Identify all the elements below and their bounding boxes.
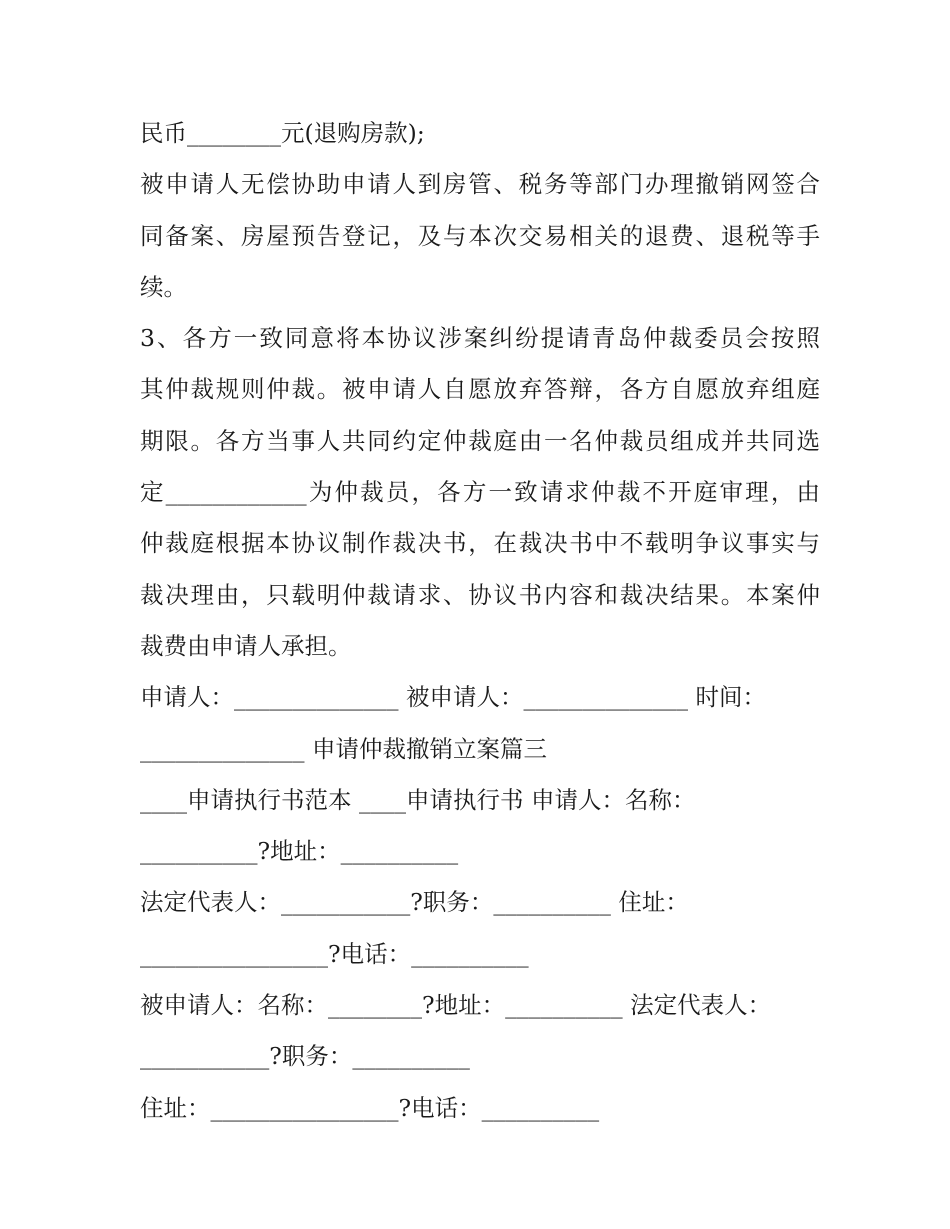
text-line: 民币________元(退购房款); [140, 119, 425, 147]
text-line: 同备案、房屋预告登记，及与本次交易相关的退费、退税等手 [140, 221, 820, 250]
form-line: ________________?电话：__________ [140, 939, 529, 968]
form-line: 住址：________________?电话：__________ [140, 1093, 600, 1122]
text-line: 续。 [140, 272, 187, 301]
text-line: 仲裁庭根据本协议制作裁决书，在裁决书中不载明争议事实与 [140, 529, 820, 558]
text-line: 被申请人无偿协助申请人到房管、税务等部门办理撤销网签合 [140, 170, 820, 199]
text-line: 期限。各方当事人共同约定仲裁庭由一名仲裁员组成并共同选 [140, 426, 820, 455]
text-line: 3、各方一致同意将本协议涉案纠纷提请青岛仲裁委员会按照 [140, 324, 820, 353]
text-line: 裁费由申请人承担。 [140, 631, 352, 660]
section-heading-line: ______________ 申请仲裁撤销立案篇三 [140, 734, 547, 763]
text-line: 裁决理由，只载明仲裁请求、协议书内容和裁决结果。本案仲 [140, 580, 820, 609]
document-body [140, 108, 820, 1134]
form-line: ___________?职务：__________ [140, 1042, 470, 1071]
signature-line: 申请人：______________ 被申请人：______________ 时间： [140, 683, 766, 712]
form-line: __________?地址：__________ [140, 837, 459, 866]
text-line: 定____________为仲裁员，各方一致请求仲裁不开庭审理，由 [140, 478, 820, 507]
form-line: ____申请执行书范本 ____申请执行书 申请人：名称： [140, 785, 696, 814]
form-line: 法定代表人：___________?职务：__________ 住址： [140, 888, 689, 917]
form-line: 被申请人：名称：________?地址：__________ 法定代表人： [140, 991, 772, 1020]
text-line: 其仲裁规则仲裁。被申请人自愿放弃答辩，各方自愿放弃组庭 [140, 375, 820, 404]
